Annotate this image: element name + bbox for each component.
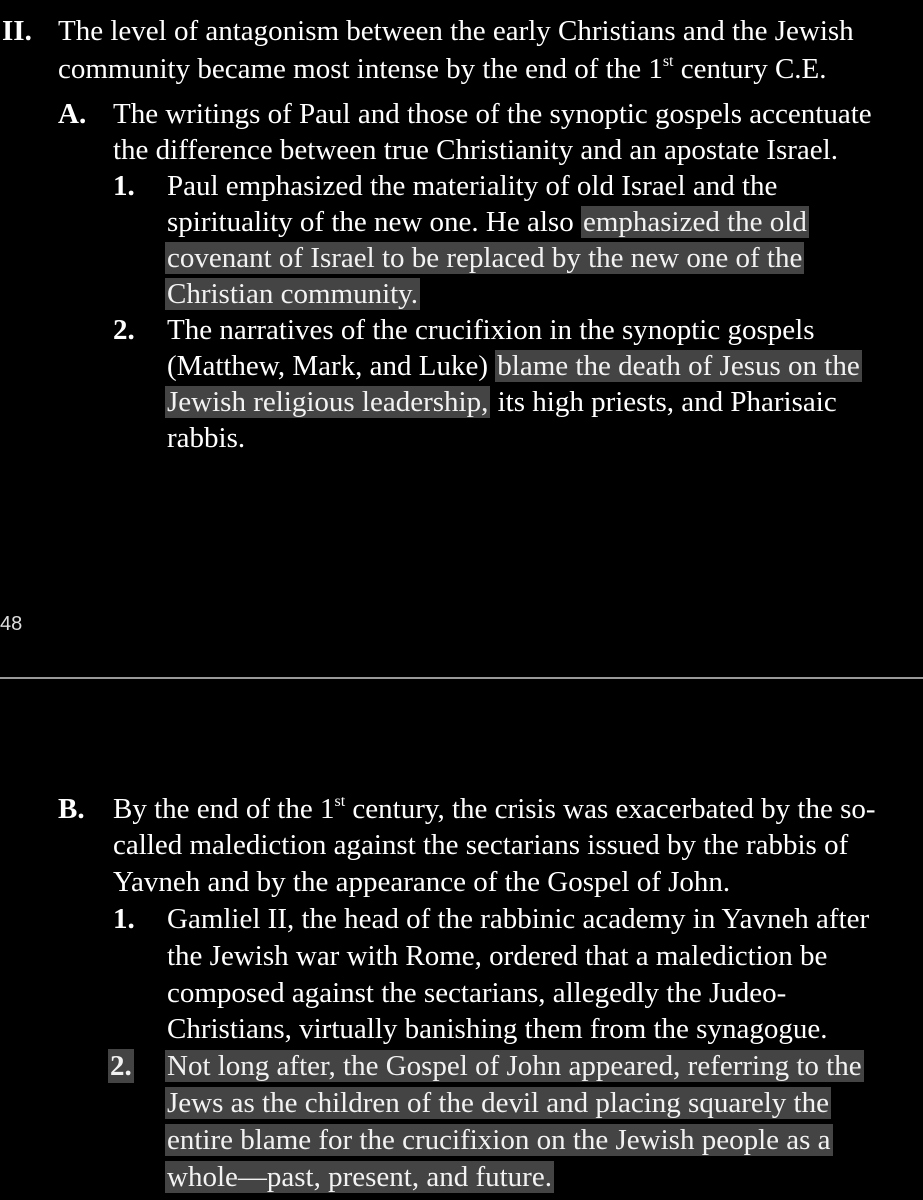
text-line: Yavneh and by the appearance of the Gospel of John. bbox=[113, 866, 731, 898]
text-line: Paul emphasized the materiality of old Israel and the bbox=[167, 170, 778, 202]
text-line: rabbis. bbox=[167, 422, 246, 454]
highlight: entire blame for the crucifixion on the Jewish people as a bbox=[167, 1124, 831, 1156]
outline-marker: 1. bbox=[113, 170, 135, 202]
page-divider bbox=[0, 677, 923, 679]
text-line: community became most intense by the end of the 1st century C.E. bbox=[58, 53, 827, 85]
text-line bbox=[165, 1049, 864, 1083]
text-line bbox=[165, 277, 420, 311]
outline-marker: 2. bbox=[110, 1050, 132, 1082]
text-line: Christians, virtually banishing them from the synagogue. bbox=[167, 1013, 828, 1045]
text-line: Gamliel II, the head of the rabbinic academy in Yavneh after bbox=[167, 903, 870, 935]
outline-marker: B. bbox=[58, 793, 85, 825]
text-line bbox=[165, 1160, 554, 1194]
text-line: (Matthew, Mark, and Luke) blame the death of Jesus on the bbox=[167, 350, 860, 382]
outline-marker: 1. bbox=[113, 903, 135, 935]
text-line: called malediction against the sectarians issued by the rabbis of bbox=[113, 829, 849, 861]
superscript: st bbox=[334, 793, 346, 810]
outline-marker: 2. bbox=[113, 314, 135, 346]
outline-marker: A. bbox=[58, 98, 87, 130]
text-line: composed against the sectarians, allegedly the Judeo- bbox=[167, 977, 787, 1009]
text-line bbox=[165, 1086, 831, 1120]
highlight: Christian community. bbox=[167, 278, 419, 310]
highlight: whole—past, present, and future. bbox=[167, 1161, 552, 1193]
highlight: Not long after, the Gospel of John appeared, referring to the bbox=[167, 1050, 862, 1082]
text-line: Jewish religious leadership, its high priests, and Pharisaic bbox=[167, 386, 837, 418]
outline-marker: II. bbox=[2, 15, 32, 47]
superscript: st bbox=[662, 53, 674, 70]
text-line: The narratives of the crucifixion in the synoptic gospels bbox=[167, 314, 815, 346]
text-line: the Jewish war with Rome, ordered that a malediction be bbox=[167, 940, 828, 972]
text-line: spirituality of the new one. He also emphasized the old bbox=[167, 206, 807, 238]
highlight: emphasized the old bbox=[582, 206, 807, 238]
text-line: By the end of the 1st century, the crisis was exacerbated by the so- bbox=[113, 793, 876, 825]
text-line: The level of antagonism between the early Christians and the Jewish bbox=[58, 15, 854, 47]
text-line: The writings of Paul and those of the synoptic gospels accentuate bbox=[113, 98, 872, 130]
text-line bbox=[165, 241, 804, 275]
highlight: Jews as the children of the devil and placing squarely the bbox=[167, 1087, 829, 1119]
text-line: the difference between true Christianity and an apostate Israel. bbox=[113, 134, 838, 166]
highlight: covenant of Israel to be replaced by the new one of the bbox=[167, 242, 803, 274]
highlight: blame the death of Jesus on the bbox=[497, 350, 860, 382]
text-line bbox=[165, 1123, 833, 1157]
highlight: Jewish religious leadership, bbox=[167, 386, 489, 418]
page-number: 48 bbox=[0, 613, 23, 635]
